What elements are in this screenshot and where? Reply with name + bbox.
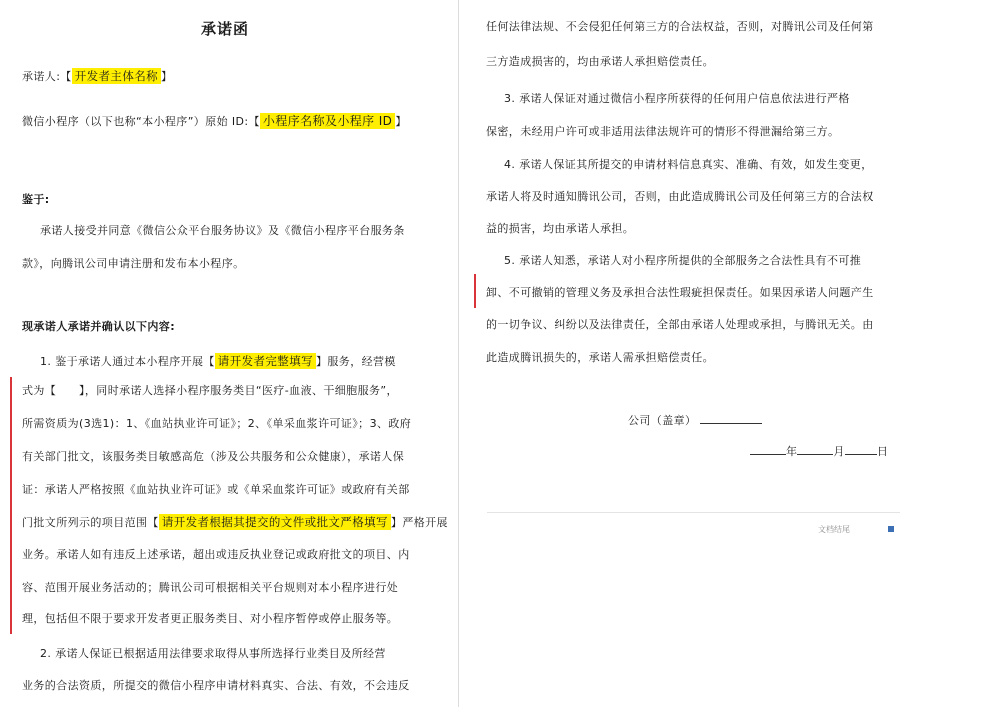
item-3-line: 保密，未经用户许可或非适用法律法规许可的情形不得泄漏给第三方。 bbox=[486, 125, 840, 138]
year-blank[interactable] bbox=[750, 454, 786, 455]
scope-field[interactable]: 请开发者根据其提交的文件或批文严格填写 bbox=[159, 514, 391, 530]
document-page-left bbox=[0, 0, 470, 707]
item-5-line: 卸、不可撤销的管理义务及承担合法性瑕疵担保责任。如果因承诺人问题产生 bbox=[486, 286, 874, 299]
item-1-text: 1. 鉴于承诺人通过本小程序开展【 bbox=[40, 355, 215, 368]
company-seal-label: 公司（盖章） bbox=[628, 414, 697, 427]
day-blank[interactable] bbox=[845, 454, 877, 455]
date-line bbox=[750, 445, 888, 459]
miniapp-name-field[interactable]: 小程序名称及小程序 ID bbox=[260, 113, 395, 129]
item-4-line: 承诺人将及时通知腾讯公司，否则，由此造成腾讯公司及任何第三方的合法权 bbox=[486, 190, 874, 203]
document-end-square-icon bbox=[888, 526, 894, 532]
miniapp-close: 】 bbox=[395, 115, 407, 128]
item-1-line: 式为【 】，同时承诺人选择小程序服务类目“医疗-血液、干细胞服务”， bbox=[22, 384, 398, 397]
item-2-line: 2. 承诺人保证已根据适用法律要求取得从事所选择行业类目及所经营 bbox=[40, 647, 386, 660]
seal-blank[interactable] bbox=[700, 423, 762, 424]
promisor-label: 承诺人:【 bbox=[22, 70, 72, 83]
item-1-line: 证：承诺人严格按照《血站执业许可证》或《单采血浆许可证》或政府有关部 bbox=[22, 483, 410, 496]
item-1-line bbox=[22, 515, 448, 530]
item-1-line: 理，包括但不限于要求开发者更正服务类目、对小程序暂停或停止服务等。 bbox=[22, 612, 399, 625]
paragraph-line: 承诺人接受并同意《微信公众平台服务协议》及《微信小程序平台服务条 bbox=[40, 224, 405, 237]
revision-bar bbox=[10, 377, 12, 634]
service-field[interactable]: 请开发者完整填写 bbox=[215, 353, 316, 369]
document-page-right bbox=[458, 0, 948, 707]
item-1-line bbox=[40, 354, 396, 369]
item-1-text: 】严格开展 bbox=[390, 516, 448, 529]
item-1-line: 所需资质为(3选1)：1、《血站执业许可证》；2、《单采血浆许可证》；3、政府 bbox=[22, 417, 412, 430]
revision-bar bbox=[474, 274, 476, 308]
continued-line: 三方造成损害的，均由承诺人承担赔偿责任。 bbox=[486, 55, 714, 68]
item-5-line: 的一切争议、纠纷以及法律责任，全部由承诺人处理或承担，与腾讯无关。由 bbox=[486, 318, 874, 331]
item-2-line: 业务的合法资质，所提交的微信小程序申请材料真实、合法、有效，不会违反 bbox=[22, 679, 410, 692]
company-seal-line bbox=[628, 414, 762, 428]
footer-rule bbox=[487, 512, 900, 513]
item-4-line: 4. 承诺人保证其所提交的申请材料信息真实、准确、有效，如发生变更， bbox=[504, 158, 873, 171]
item-5-line: 5. 承诺人知悉，承诺人对小程序所提供的全部服务之合法性具有不可推 bbox=[504, 254, 862, 267]
date-month-label: 月 bbox=[833, 445, 845, 458]
document-title: 承诺函 bbox=[200, 20, 249, 38]
item-1-line: 业务。承诺人如有违反上述承诺，超出或违反执业登记或政府批文的项目、内 bbox=[22, 548, 410, 561]
promisor-close: 】 bbox=[161, 70, 173, 83]
paragraph-line: 款》，向腾讯公司申请注册和发布本小程序。 bbox=[22, 257, 245, 270]
date-day-label: 日 bbox=[876, 445, 889, 458]
item-1-text: 门批文所列示的项目范围【 bbox=[22, 516, 159, 529]
confirm-heading: 现承诺人承诺并确认以下内容: bbox=[22, 320, 175, 333]
item-1-line: 容、范围开展业务活动的；腾讯公司可根据相关平台规则对本小程序进行处 bbox=[22, 581, 399, 594]
item-5-line: 此造成腾讯损失的，承诺人需承担赔偿责任。 bbox=[486, 351, 714, 364]
promisor-line bbox=[22, 69, 172, 84]
item-3-line: 3. 承诺人保证对通过微信小程序所获得的任何用户信息依法进行严格 bbox=[504, 92, 850, 105]
item-4-line: 益的损害，均由承诺人承担。 bbox=[486, 222, 635, 235]
miniapp-prefix: 微信小程序（以下也称“本小程序”）原始 ID:【 bbox=[22, 115, 260, 128]
whereas-heading: 鉴于: bbox=[22, 193, 50, 206]
item-1-line: 有关部门批文，该服务类目敏感高危（涉及公共服务和公众健康），承诺人保 bbox=[22, 450, 405, 463]
document-end-label: 文档结尾 bbox=[818, 525, 850, 534]
month-blank[interactable] bbox=[797, 454, 833, 455]
continued-line: 任何法律法规、不会侵犯任何第三方的合法权益，否则，对腾讯公司及任何第 bbox=[486, 20, 874, 33]
item-1-text: 】服务，经营模 bbox=[316, 355, 396, 368]
miniapp-id-line bbox=[22, 114, 407, 129]
promisor-name-field[interactable]: 开发者主体名称 bbox=[72, 68, 161, 84]
date-year-label: 年 bbox=[786, 445, 798, 458]
